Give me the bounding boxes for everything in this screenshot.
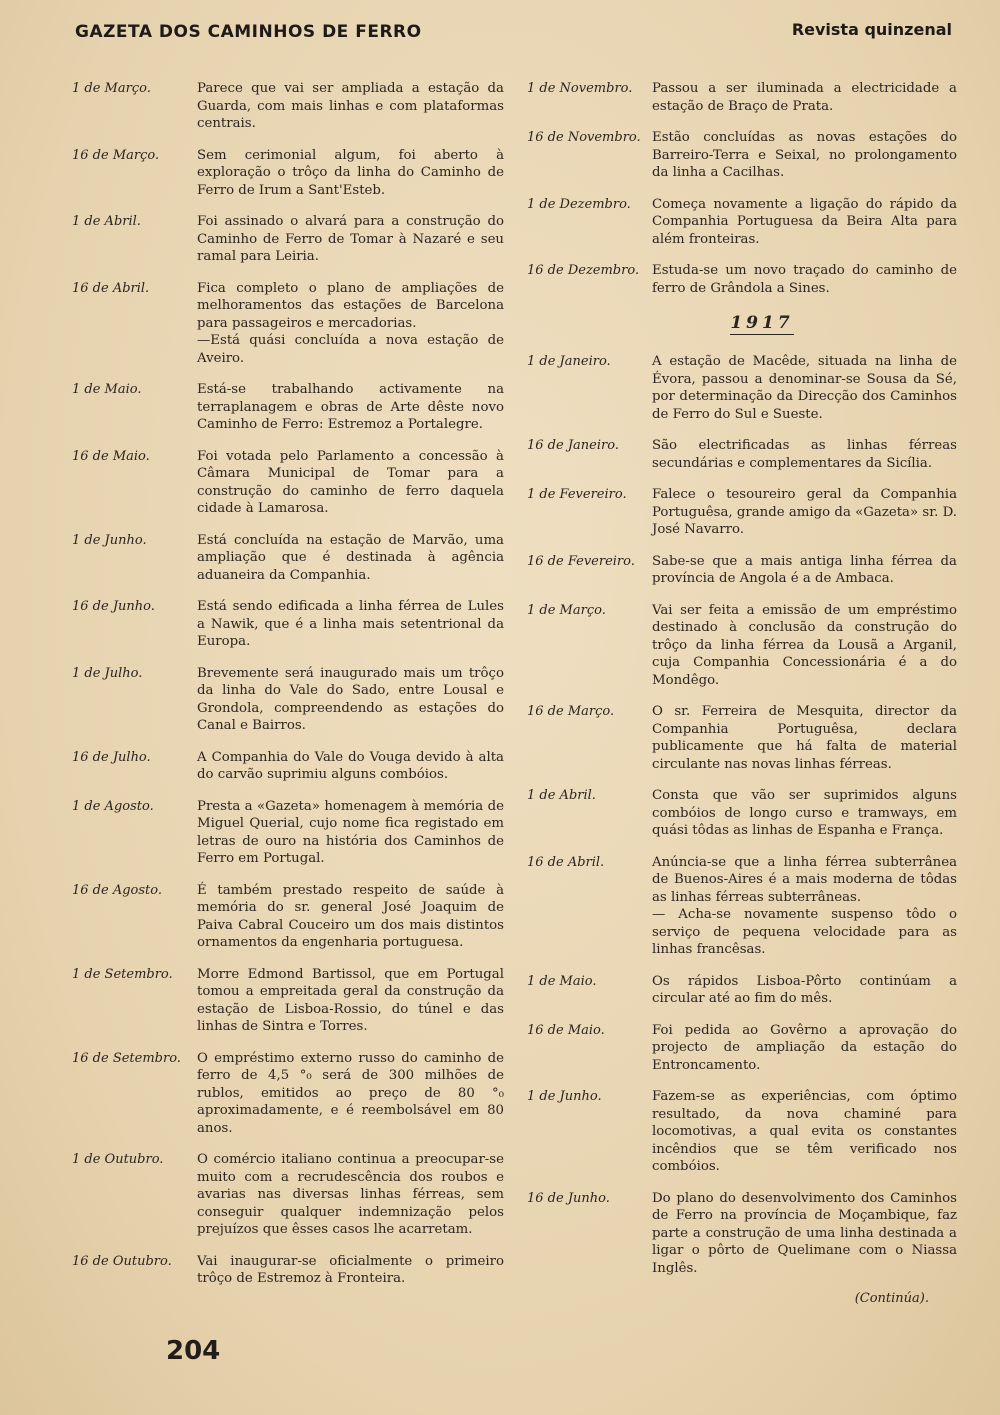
chronology-entry [72,381,504,434]
entry-date: 1 de Junho. [72,532,147,548]
entry-paragraph: O comércio italiano continua a preocupar-se muito com a recrudescência dos roubos e avarias nas diversas linhas férreas, sem conseguir qualquer indemnização pelos prejuízos que êsses casos lhe acarretam. [197,1152,504,1237]
continues-note: (Continúa). [854,1291,929,1306]
entry-date: 16 de Abril. [72,280,150,296]
entry-date: 1 de Abril. [72,214,141,229]
chronology-entry [72,213,504,266]
chronology-entry [72,448,504,518]
entry-paragraph: —Está quási concluída a nova estação de Aveiro. [197,333,504,366]
entry-text [652,787,957,840]
journal-subtitle: Revista quinzenal [791,20,952,39]
entry-text [197,966,504,1036]
entry-date: 1 de Fevereiro. [527,487,627,502]
entry-date: 16 de Janeiro. [527,438,619,453]
entry-text [197,749,504,784]
entry-paragraph: Morre Edmond Bartissol, que em Portugal tomou a empreitada geral da construção da estação de Lisboa-Rossio, do túnel e das linhas de Sintra e Torres. [197,966,504,1034]
chronology-entry [527,80,957,115]
entry-date: 16 de Julho. [72,749,151,765]
entry-paragraph: Anúncia-se que a linha férrea subterrânea de Buenos-Aires é a mais moderna de tôdas as linhas férreas subterrâneas. [652,854,957,905]
entry-date: 16 de Abril. [527,854,605,870]
entry-paragraph: Fica completo o plano de ampliações de melhoramentos das estações de Barcelona para passageiros e mercadorias. [197,280,504,331]
entry-text [197,665,504,735]
chronology-entry [527,553,957,588]
entry-date: 16 de Junho. [72,599,155,614]
entry-date: 1 de Setembro. [72,966,173,982]
entry-text [197,280,504,368]
entry-text [652,553,957,588]
entry-text [652,486,957,539]
entry-paragraph: Está concluída na estação de Marvão, uma ampliação que é destinada à agência aduaneira da Companhia. [197,532,504,583]
entry-paragraph: São electrificadas as linhas férreas secundárias e complementares da Sicília. [652,438,957,471]
year-heading-text: 1917 [730,313,794,333]
chronology-entry [527,129,957,182]
entry-text [197,1050,504,1138]
entry-text [197,448,504,518]
entry-text [197,598,504,651]
entry-paragraph: Está sendo edificada a linha férrea de Lules a Nawik, que é a linha mais setentrional da Europa. [197,599,504,649]
chronology-entry [527,196,957,249]
entry-paragraph: Os rápidos Lisboa-Pôrto continúam a circular até ao fim do mês. [652,973,957,1006]
chronology-entry [527,1190,957,1278]
year-heading [527,313,957,333]
chronology-entry [527,973,957,1008]
chronology-entry [527,703,957,773]
entry-paragraph: Sem cerimonial algum, foi aberto à exploração o trôço da linha do Caminho de Ferro de Irum a Sant'Esteb. [197,147,504,198]
entry-text [197,1151,504,1239]
entry-date: 1 de Maio. [72,382,142,397]
entry-text [197,213,504,266]
entry-date: 16 de Maio. [72,448,150,464]
entry-text [652,1022,957,1075]
page-header [75,20,952,46]
entry-paragraph: Fazem-se as experiências, com óptimo resultado, da nova chaminé para locomotivas, a qual evita os constantes incêndios que se têm verificado nos combóios. [652,1089,957,1174]
chronology-entry [72,665,504,735]
journal-title: GAZETA DOS CAMINHOS DE FERRO [75,22,422,42]
chronology-entry [527,486,957,539]
entry-date: 1 de Dezembro. [527,196,631,212]
entry-paragraph: Presta a «Gazeta» homenagem à memória de Miguel Querial, cujo nome fica registado em letras de ouro na história dos Caminhos de Ferro em Portugal. [197,798,504,866]
entry-text [197,1253,504,1288]
right-column [527,80,957,1306]
entry-date: 16 de Outubro. [72,1253,172,1269]
chronology-entry [527,854,957,959]
chronology-entry [72,882,504,952]
entry-text [652,262,957,297]
entry-text [197,882,504,952]
page-number: 204 [166,1336,221,1366]
entry-date: 1 de Maio. [527,973,597,989]
entry-date: 1 de Agosto. [72,798,154,814]
chronology-entry [72,966,504,1036]
left-column [72,80,504,1302]
entry-text [652,129,957,182]
entry-paragraph: O empréstimo externo russo do caminho de ferro de 4,5 °₀ será de 300 milhões de rublos, emitidos ao preço de 80 °₀ aproximadamente, e é reembolsável em 80 anos. [197,1050,504,1136]
entry-date: 16 de Setembro. [72,1050,181,1066]
chronology-entry [527,353,957,423]
entry-text [197,532,504,585]
chronology-entry [527,437,957,472]
entry-text [652,437,957,472]
chronology-entry [72,80,504,133]
chronology-entry [72,1151,504,1239]
entry-text [197,80,504,133]
entry-text [197,798,504,868]
entry-paragraph: Falece o tesoureiro geral da Companhia Portuguêsa, grande amigo da «Gazeta» sr. D. José Navarro. [652,487,957,537]
chronology-entry [527,787,957,840]
chronology-entry [72,532,504,585]
entry-paragraph: Passou a ser iluminada a electricidade a estação de Braço de Prata. [652,81,957,114]
entry-paragraph: Sabe-se que a mais antiga linha férrea da província de Angola é a de Ambaca. [652,553,957,586]
entry-date: 16 de Agosto. [72,882,162,898]
entry-text [652,973,957,1008]
entry-date: 1 de Outubro. [72,1152,164,1167]
entry-paragraph: Brevemente será inaugurado mais um trôço da linha do Vale do Sado, entre Lousal e Grondola, compreendendo as estações do Canal e Bairros. [197,665,504,733]
chronology-entry [72,1253,504,1288]
entry-date: 1 de Novembro. [527,81,633,96]
entry-paragraph: O sr. Ferreira de Mesquita, director da Companhia Portuguêsa, declara publicamente que há falta de material circulante nas novas linhas férreas. [652,704,957,772]
entry-paragraph: Foi assinado o alvará para a construção do Caminho de Ferro de Tomar à Nazaré e seu ramal para Leiria. [197,214,504,264]
entry-paragraph: Parece que vai ser ampliada a estação da Guarda, com mais linhas e com plataformas centrais. [197,81,504,131]
entry-date: 16 de Março. [72,147,160,163]
entry-date: 16 de Junho. [527,1190,610,1206]
entry-paragraph: Foi votada pelo Parlamento a concessão à Câmara Municipal de Tomar para a construção do caminho de ferro daquela cidade à Lamarosa. [197,448,504,516]
entry-paragraph: É também prestado respeito de saúde à memória do sr. general José Joaquim de Paiva Cabral Couceiro um dos mais distintos ornamentos da engenharia portuguesa. [197,882,504,950]
entry-paragraph: Foi pedida ao Govêrno a aprovação do projecto de ampliação da estação do Entroncamento. [652,1022,957,1073]
entry-paragraph: Do plano do desenvolvimento dos Caminhos de Ferro na província de Moçambique, faz parte a construção de uma linha destinada a ligar o pôrto de Quelimane com o Niassa Inglês. [652,1190,957,1276]
entry-date: 1 de Março. [527,602,606,618]
entry-paragraph: — Acha-se novamente suspenso tôdo o serviço de pequena velocidade para as linhas francêsas. [652,907,957,957]
entry-text [652,196,957,249]
chronology-entry [527,1088,957,1176]
entry-text [652,602,957,690]
entry-date: 1 de Abril. [527,788,596,803]
entry-date: 16 de Novembro. [527,130,641,145]
entry-paragraph: Vai ser feita a emissão de um empréstimo destinado à conclusão da construção do trôço da linha férrea da Lousã a Arganil, cuja Companhia Concessionária é a do Mondêgo. [652,602,957,688]
entry-paragraph: Consta que vão ser suprimidos alguns combóios de longo curso e tramways, em quási tôdas as linhas de Espanha e França. [652,788,957,838]
entry-text [652,80,957,115]
entry-text [652,1088,957,1176]
entry-paragraph: Estuda-se um novo traçado do caminho de ferro de Grândola a Sines. [652,263,957,296]
entry-text [197,381,504,434]
chronology-entry [527,262,957,297]
entry-date: 1 de Junho. [527,1089,602,1104]
chronology-entry [72,798,504,868]
entry-text [652,703,957,773]
chronology-entry [72,147,504,200]
entry-paragraph: A Companhia do Vale do Vouga devido à alta do carvão suprimiu alguns combóios. [197,749,504,782]
entry-text [652,353,957,423]
entry-paragraph: Vai inaugurar-se oficialmente o primeiro trôço de Estremoz à Fronteira. [197,1253,504,1286]
entry-text [197,147,504,200]
entry-date: 16 de Dezembro. [527,263,640,278]
chronology-entry [72,280,504,368]
chronology-entry [72,749,504,784]
entry-text [652,1190,957,1278]
entry-date: 16 de Maio. [527,1022,605,1038]
entry-date: 16 de Fevereiro. [527,553,635,569]
entry-paragraph: Estão concluídas as novas estações do Barreiro-Terra e Seixal, no prolongamento da linha a Cacilhas. [652,130,957,180]
entry-paragraph: Começa novamente a ligação do rápido da Companhia Portuguesa da Beira Alta para além fronteiras. [652,196,957,247]
chronology-entry [527,1022,957,1075]
entry-date: 16 de Março. [527,704,615,719]
entry-paragraph: Está-se trabalhando activamente na terraplanagem e obras de Arte dêste novo Caminho de Ferro: Estremoz a Portalegre. [197,382,504,432]
entry-date: 1 de Julho. [72,665,143,681]
chronology-entry [72,1050,504,1138]
chronology-entry [72,598,504,651]
entry-date: 1 de Janeiro. [527,354,611,369]
chronology-entry [527,602,957,690]
entry-date: 1 de Março. [72,81,151,96]
entry-text [652,854,957,959]
entry-paragraph: A estação de Macêde, situada na linha de Évora, passou a denominar-se Sousa da Sé, por determinação da Direcção dos Caminhos de Ferro do Sul e Sueste. [652,354,957,422]
